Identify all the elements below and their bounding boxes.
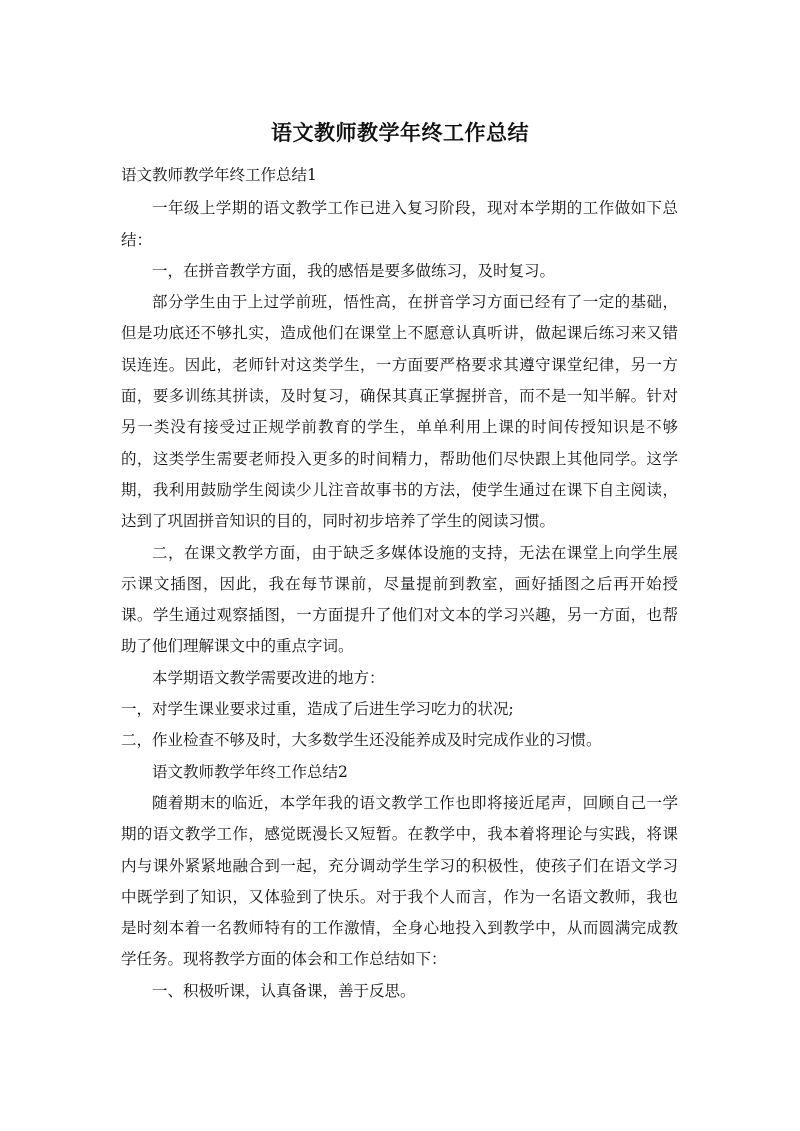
paragraph: 一年级上学期的语文教学工作已进入复习阶段，现对本学期的工作做如下总结：	[121, 199, 678, 249]
paragraph: 一、积极听课，认真备课，善于反思。	[152, 981, 416, 1000]
paragraph: 部分学生由于上过学前班，悟性高，在拼音学习方面已经有了一定的基础，但是功底还不够扎实，造成他们在课堂上不愿意认真听讲，做起课后练习来又错误连连。因此，老师针对这类学生，一方面要严格要求其遵守课堂纪律，另一方面，要多训练其拼读，及时复习，确保其真正掌握拼音，而不是一知半解。针对另一类没有接受过正规学前教育的学生，单单利用上课的时间传授知识是不够的，这类学生需要老师投入更多的时间精力，帮助他们尽快跟上其他同学。这学期，我利用鼓励学生阅读少儿注音故事书的方法，使学生通过在课下自主阅读，达到了巩固拼音知识的目的，同时初步培养了学生的阅读习惯。	[121, 293, 678, 531]
paragraph: 二，在课文教学方面，由于缺乏多媒体设施的支持，无法在课堂上向学生展示课文插图，因此，我在每节课前，尽量提前到教室，画好插图之后再开始授课。学生通过观察插图，一方面提升了他们对文本的学习兴趣，另一方面，也帮助了他们理解课文中的重点字词。	[121, 543, 678, 656]
section-heading-2: 语文教师教学年终工作总结2	[152, 762, 348, 781]
paragraph: 一，在拼音教学方面，我的感悟是要多做练习，及时复习。	[152, 261, 556, 280]
paragraph: 本学期语文教学需要改进的地方：	[152, 668, 385, 687]
paragraph: 随着期末的临近，本学年我的语文教学工作也即将接近尾声，回顾自己一学期的语文教学工作，感觉既漫长又短暂。在教学中，我本着将理论与实践，将课内与课外紧紧地融合到一起，充分调动学生学习的积极性，使孩子们在语文学习中既学到了知识，又体验到了快乐。对于我个人而言，作为一名语文教师，我也是时刻本着一名教师特有的工作激情，全身心地投入到教学中，从而圆满完成教学任务。现将教学方面的体会和工作总结如下：	[121, 793, 678, 969]
section-heading-1: 语文教师教学年终工作总结1	[121, 166, 317, 184]
document-title: 语文教师教学年终工作总结	[271, 121, 529, 145]
paragraph: 一，对学生课业要求过重，造成了后进生学习吃力的状况;	[121, 700, 514, 719]
paragraph: 二，作业检查不够及时，大多数学生还没能养成及时完成作业的习惯。	[121, 731, 602, 750]
document-body	[121, 160, 678, 1007]
